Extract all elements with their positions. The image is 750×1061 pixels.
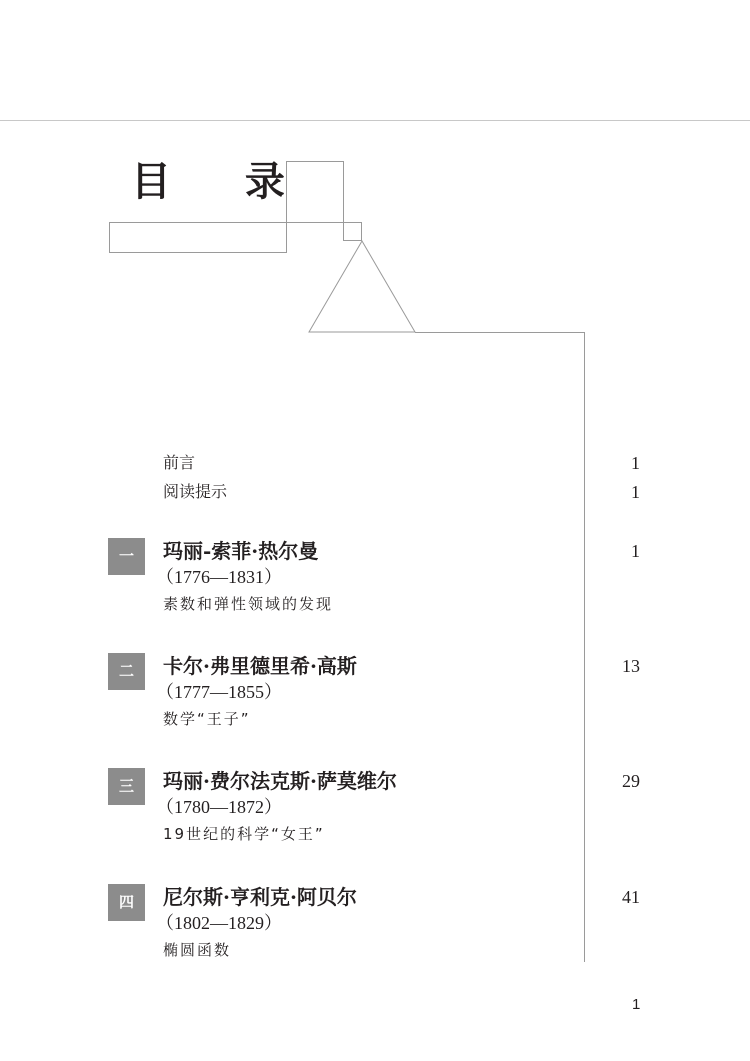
chapter-subtitle: 数学“王子” (163, 710, 251, 728)
chapter-number-badge: 一 (108, 538, 145, 575)
toc-chapter-1[interactable] (0, 538, 750, 638)
chapter-number-badge: 二 (108, 653, 145, 690)
chapter-name: 尼尔斯·亨利克·阿贝尔 (163, 885, 357, 909)
toc-chapter-4[interactable] (0, 884, 750, 984)
toc-entry-preface-page: 1 (631, 453, 640, 473)
chapter-name: 玛丽-索菲·热尔曼 (163, 539, 319, 563)
chapter-page-number: 1 (631, 541, 640, 561)
toc-chapter-2[interactable] (0, 653, 750, 753)
chapter-number-badge: 三 (108, 768, 145, 805)
chapter-name: 卡尔·弗里德里希·高斯 (163, 654, 357, 678)
toc-chapter-3[interactable] (0, 768, 750, 868)
chapter-page-number: 29 (622, 771, 640, 791)
title-frame-triangle (309, 241, 415, 332)
chapter-page-number: 41 (622, 887, 640, 907)
chapter-years: （1777—1855） (156, 682, 282, 702)
chapter-years: （1776—1831） (156, 567, 282, 587)
chapter-page-number: 13 (622, 656, 640, 676)
chapter-name: 玛丽·费尔法克斯·萨莫维尔 (163, 769, 397, 793)
toc-entry-reading-tips[interactable]: 阅读提示 (163, 482, 228, 501)
toc-entry-preface[interactable]: 前言 (163, 453, 196, 472)
chapter-subtitle: 素数和弹性领域的发现 (163, 595, 334, 613)
toc-entry-reading-tips-page: 1 (631, 482, 640, 502)
chapter-years: （1780—1872） (156, 797, 282, 817)
page-number: 1 (632, 996, 641, 1013)
chapter-subtitle: 19世纪的科学“女王” (163, 825, 325, 843)
title-frame-box (110, 223, 287, 253)
chapter-years: （1802—1829） (156, 913, 282, 933)
page-title: 目 录 (131, 159, 315, 205)
chapter-number-badge: 四 (108, 884, 145, 921)
chapter-subtitle: 椭圆函数 (163, 941, 232, 959)
title-frame-small-square (344, 223, 362, 241)
